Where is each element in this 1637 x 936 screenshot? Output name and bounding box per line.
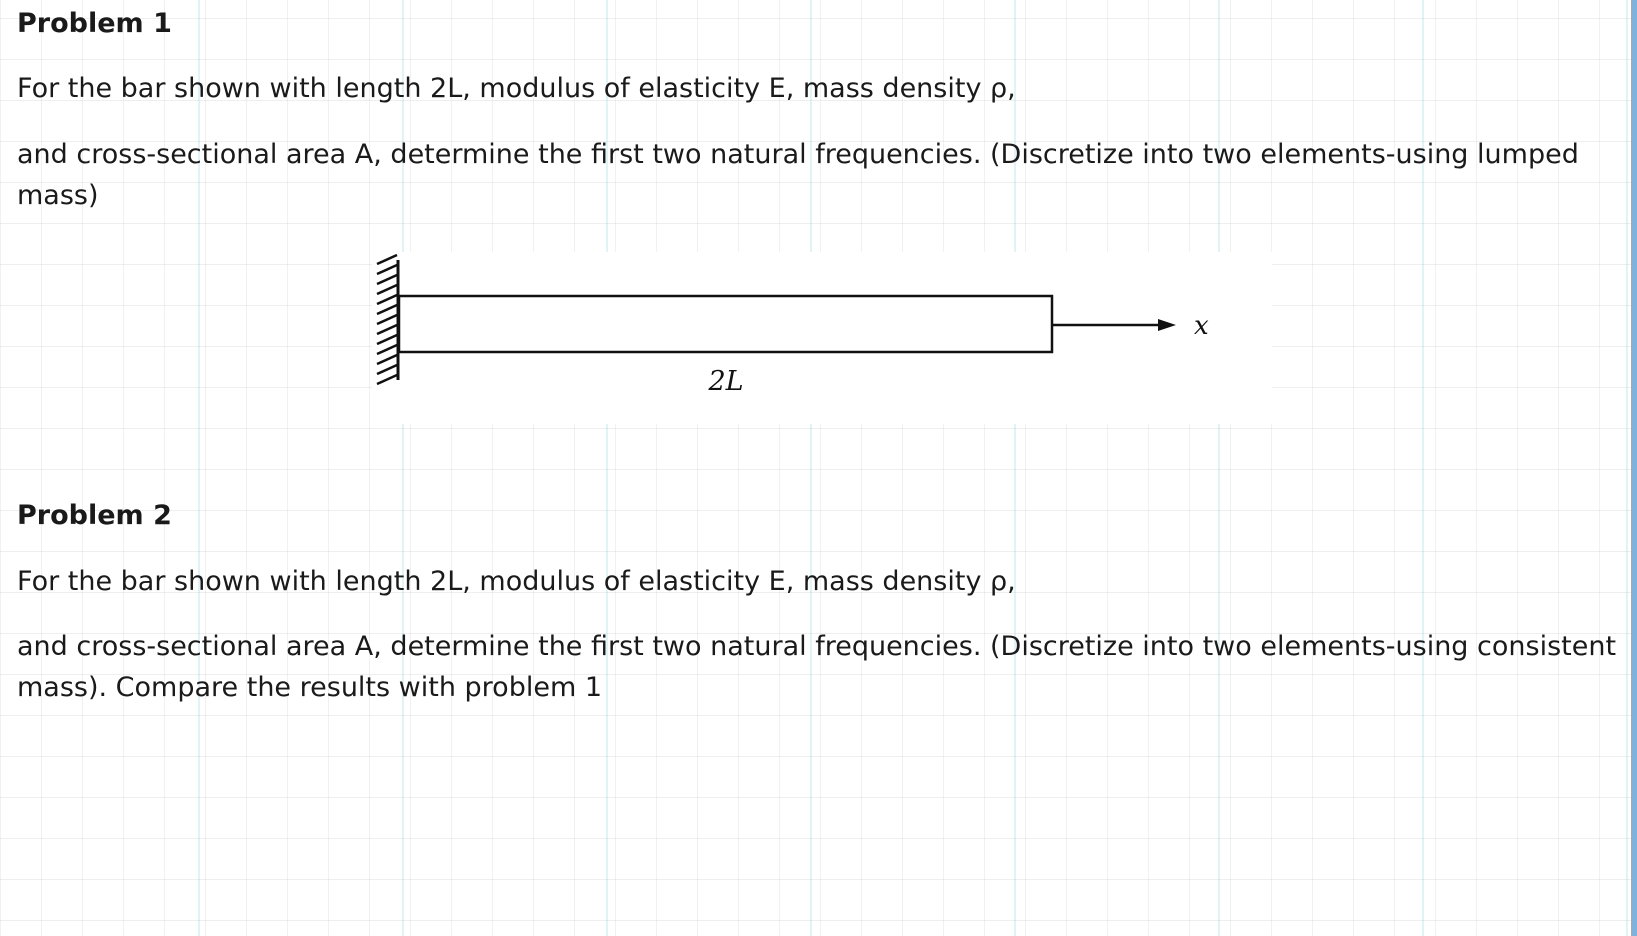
problem2-statement-line2: and cross-sectional area A, determine the first two natural frequencies. (Discretize into two elements-using consistent — [17, 631, 1617, 662]
problem1-heading: Problem 1 — [17, 8, 172, 39]
problem1-statement-line3: mass) — [17, 180, 99, 211]
page-right-border — [1631, 0, 1637, 936]
problem1-statement-line2: and cross-sectional area A, determine the first two natural frequencies. (Discretize into two elements-using lumped — [17, 139, 1579, 170]
fixed-bar-figure — [372, 252, 1272, 424]
x-axis-arrow — [1053, 319, 1176, 331]
problem2-statement-line3: mass). Compare the results with problem 1 — [17, 672, 603, 703]
problem1-statement-line1: For the bar shown with length 2L, modulus of elasticity E, mass density ρ, — [17, 73, 1016, 104]
problem2-statement-line1: For the bar shown with length 2L, modulus of elasticity E, mass density ρ, — [17, 566, 1016, 597]
bar-length-label: 2L — [708, 366, 744, 397]
fixed-wall-support — [377, 255, 398, 384]
x-axis-label: x — [1194, 311, 1209, 341]
problem2-heading: Problem 2 — [17, 500, 172, 531]
bar-element — [399, 296, 1052, 352]
